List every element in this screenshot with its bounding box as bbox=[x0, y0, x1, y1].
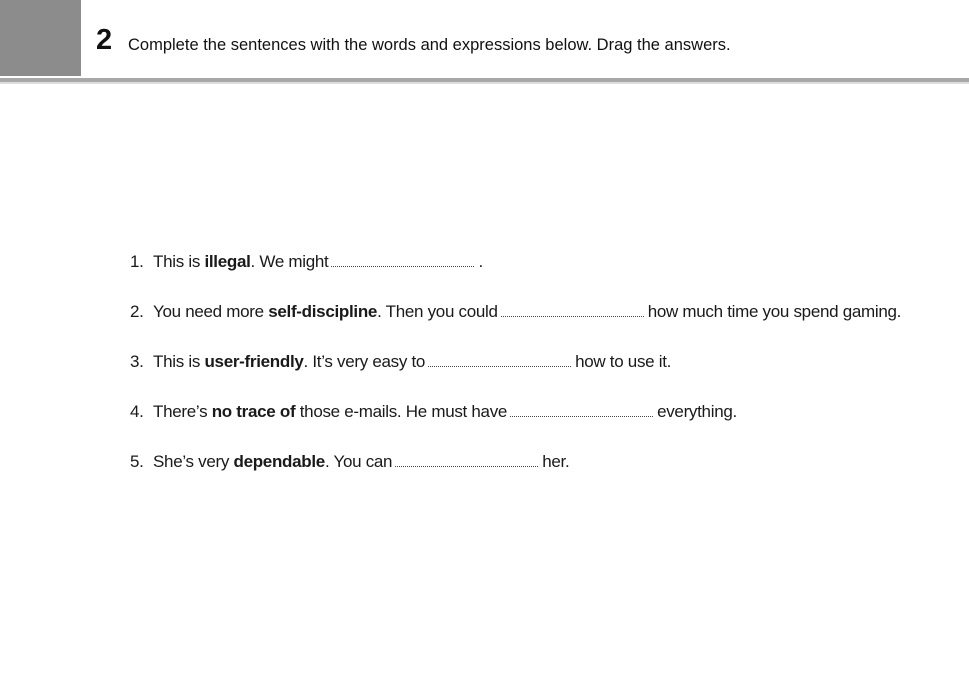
sentence-text-after: how to use it. bbox=[575, 352, 672, 371]
sentence-number: 2. bbox=[130, 302, 144, 321]
sentence-text-middle: . Then you could bbox=[377, 302, 498, 321]
answer-drop-zone-5[interactable] bbox=[395, 454, 538, 467]
sentence-5 bbox=[130, 450, 901, 500]
sentence-number: 3. bbox=[130, 352, 144, 371]
header-color-block bbox=[0, 0, 81, 76]
sentence-number: 5. bbox=[130, 452, 144, 471]
sentence-text-after: how much time you spend gaming. bbox=[647, 302, 902, 321]
sentence-number: 4. bbox=[130, 402, 144, 421]
answer-drop-zone-1[interactable] bbox=[331, 254, 474, 267]
sentence-keyword: dependable bbox=[233, 452, 325, 471]
sentence-text-before: This is bbox=[153, 352, 205, 371]
sentence-list bbox=[130, 250, 901, 500]
sentence-keyword: user-friendly bbox=[204, 352, 304, 371]
sentence-text-middle: . We might bbox=[250, 252, 329, 271]
answer-drop-zone-4[interactable] bbox=[510, 404, 653, 417]
sentence-text-middle: those e-mails. He must have bbox=[295, 402, 508, 421]
sentence-text-after: her. bbox=[542, 452, 570, 471]
sentence-2 bbox=[130, 300, 901, 350]
sentence-1 bbox=[130, 250, 901, 300]
sentence-text-middle: . It’s very easy to bbox=[303, 352, 426, 371]
sentence-text-middle: . You can bbox=[324, 452, 393, 471]
sentence-text-after: . bbox=[478, 252, 483, 271]
sentence-text-before: This is bbox=[153, 252, 205, 271]
sentence-text-after: everything. bbox=[657, 402, 737, 421]
answer-drop-zone-2[interactable] bbox=[501, 304, 644, 317]
sentence-text-before: You need more bbox=[153, 302, 269, 321]
exercise-number: 2 bbox=[96, 24, 113, 56]
sentence-keyword: illegal bbox=[204, 252, 251, 271]
answer-drop-zone-3[interactable] bbox=[428, 354, 571, 367]
instruction-text: Complete the sentences with the words and expressions below. Drag the answers. bbox=[128, 36, 731, 54]
sentence-3 bbox=[130, 350, 901, 400]
sentence-keyword: self-discipline bbox=[268, 302, 378, 321]
sentence-keyword: no trace of bbox=[211, 402, 296, 421]
header-divider-shadow bbox=[0, 82, 969, 84]
sentence-number: 1. bbox=[130, 252, 144, 271]
sentence-text-before: There’s bbox=[153, 402, 212, 421]
sentence-4 bbox=[130, 400, 901, 450]
sentence-text-before: She’s very bbox=[153, 452, 234, 471]
